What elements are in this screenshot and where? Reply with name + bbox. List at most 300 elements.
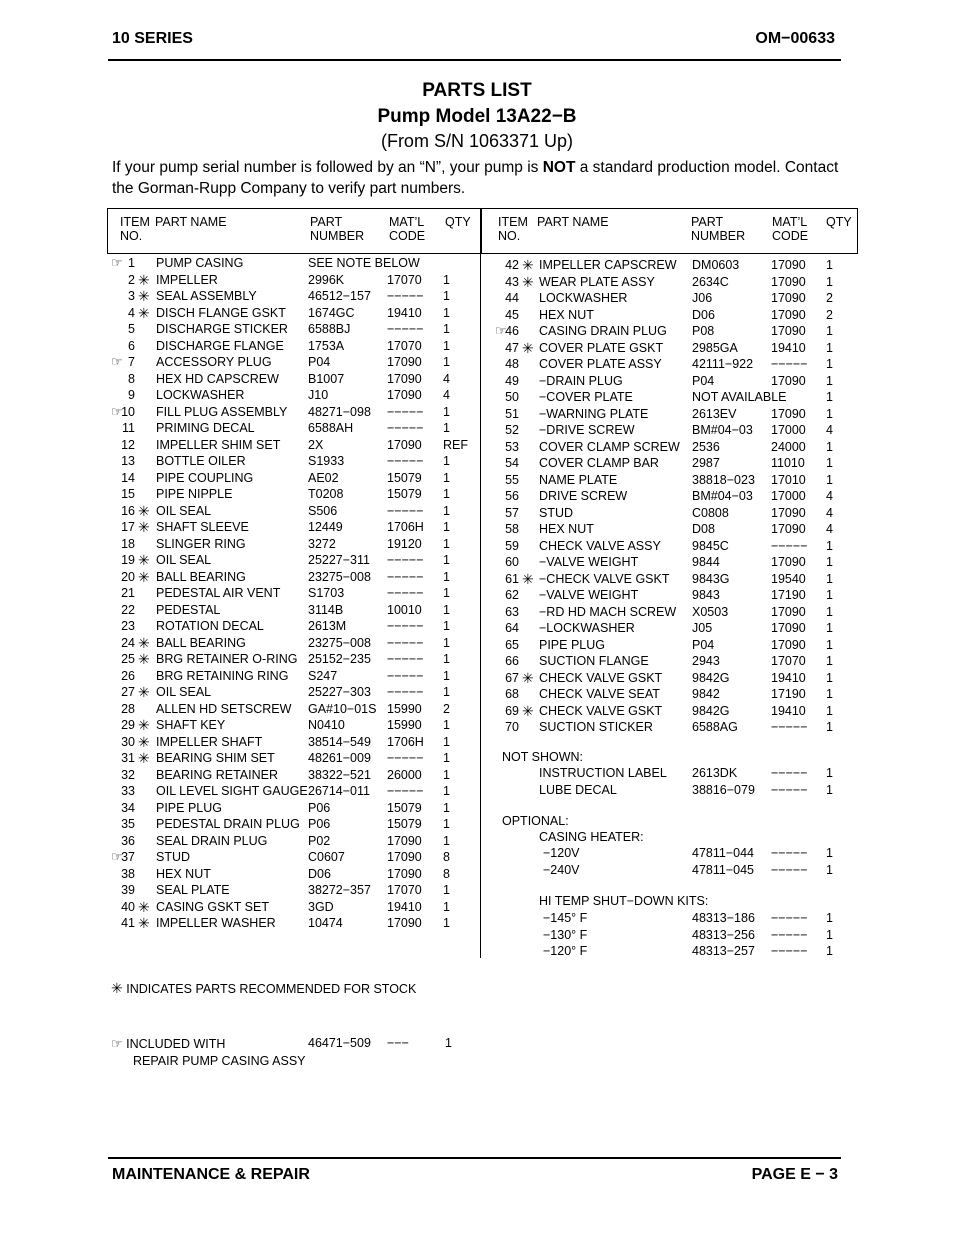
part-number: 2985GA bbox=[692, 340, 738, 355]
matl-code: −−−−− bbox=[387, 404, 424, 419]
item-number: 51 bbox=[505, 406, 519, 421]
list-item bbox=[0, 862, 954, 879]
col-item: ITEM NO. bbox=[498, 215, 528, 243]
part-number: D06 bbox=[692, 307, 715, 322]
stock-star-icon: ✳ bbox=[522, 570, 534, 587]
matl-code: 17090 bbox=[771, 274, 806, 289]
part-name: WEAR PLATE ASSY bbox=[539, 274, 655, 289]
table-row bbox=[0, 634, 954, 654]
matl-code: −−−−− bbox=[771, 357, 808, 371]
part-number: 2613EV bbox=[692, 406, 737, 421]
part-number: 25227−303 bbox=[308, 685, 371, 699]
item-number: 37 bbox=[121, 850, 135, 864]
item-number: 42 bbox=[505, 258, 519, 272]
list-item bbox=[0, 910, 954, 927]
item-number: 41 bbox=[121, 916, 135, 930]
part-number: 9844 bbox=[692, 555, 720, 569]
hi-temp-kits-list bbox=[0, 910, 954, 960]
part-name: CHECK VALVE GSKT bbox=[539, 670, 663, 685]
item-number: 38 bbox=[121, 866, 135, 881]
part-name: LOCKWASHER bbox=[539, 291, 628, 305]
page-title: PARTS LIST bbox=[422, 80, 532, 101]
part-number: 3272 bbox=[308, 536, 336, 551]
qty: 1 bbox=[443, 916, 450, 930]
stock-star-icon: ✳ bbox=[138, 750, 150, 766]
matl-code: 17190 bbox=[771, 687, 806, 701]
qty: 1 bbox=[443, 734, 450, 749]
part-number: C0808 bbox=[692, 505, 729, 520]
item-number: 7 bbox=[128, 355, 135, 369]
item-number: 20 bbox=[121, 569, 135, 584]
part-name: PIPE NIPPLE bbox=[156, 487, 233, 501]
qty: 1 bbox=[826, 944, 833, 958]
table-row bbox=[0, 568, 954, 588]
matl-code: 17090 bbox=[771, 522, 806, 536]
table-row bbox=[0, 816, 480, 833]
stock-star-icon: ✳ bbox=[138, 717, 150, 733]
matl-code: 15079 bbox=[387, 817, 422, 831]
col-part-number: PART NUMBER bbox=[691, 215, 746, 243]
part-name: −120V bbox=[543, 846, 580, 860]
part-name: −LOCKWASHER bbox=[539, 621, 635, 635]
item-number: 64 bbox=[505, 621, 519, 635]
table-row bbox=[0, 340, 954, 357]
qty: 1 bbox=[443, 487, 450, 501]
qty: 1 bbox=[443, 817, 450, 831]
part-number: P08 bbox=[692, 324, 715, 338]
qty: 1 bbox=[443, 503, 450, 518]
pointing-hand-icon: ☞ bbox=[111, 403, 123, 419]
part-number: 26714−011 bbox=[308, 784, 370, 798]
item-number: 46 bbox=[505, 324, 519, 338]
part-name: LUBE DECAL bbox=[539, 782, 617, 797]
matl-code: −−−−− bbox=[387, 569, 424, 584]
part-number: 9842G bbox=[692, 670, 730, 685]
part-name: CHECK VALVE SEAT bbox=[539, 687, 660, 701]
part-number: J06 bbox=[692, 291, 713, 305]
list-item bbox=[0, 845, 954, 862]
qty: 1 bbox=[826, 621, 833, 635]
part-name: STUD bbox=[156, 850, 191, 864]
matl-code: 10010 bbox=[387, 602, 422, 617]
matl-code: 17090 bbox=[771, 291, 806, 305]
item-number: 54 bbox=[505, 456, 519, 470]
part-number: 48271−098 bbox=[308, 404, 371, 419]
matl-code: 17070 bbox=[387, 883, 422, 897]
matl-code: −−−−− bbox=[387, 553, 424, 567]
qty: 1 bbox=[443, 767, 450, 782]
matl-code: 1706H bbox=[387, 734, 424, 749]
part-name: IMPELLER bbox=[156, 272, 218, 287]
optional-heading: OPTIONAL: bbox=[502, 814, 569, 828]
part-number: P02 bbox=[308, 833, 331, 848]
qty: 1 bbox=[443, 833, 450, 848]
left-table-header bbox=[107, 208, 482, 254]
item-number: 65 bbox=[505, 637, 519, 652]
part-name: DISCH FLANGE GSKT bbox=[156, 305, 286, 320]
item-number: 9 bbox=[128, 388, 135, 402]
matl-code: −−−−− bbox=[771, 720, 808, 734]
col-part-name: PART NAME bbox=[155, 215, 227, 229]
part-name: BEARING SHIM SET bbox=[156, 751, 275, 765]
part-number: 1753A bbox=[308, 338, 345, 353]
item-number: 45 bbox=[505, 307, 519, 322]
part-name: PRIMING DECAL bbox=[156, 421, 255, 435]
item-number: 27 bbox=[121, 685, 135, 699]
qty: 1 bbox=[826, 911, 833, 925]
part-number: 2943 bbox=[692, 654, 720, 668]
matl-code: 17090 bbox=[771, 324, 806, 338]
stock-star-icon: ✳ bbox=[522, 702, 534, 719]
part-number: 23275−008 bbox=[308, 635, 371, 650]
qty: 1 bbox=[443, 685, 450, 699]
part-name: −RD HD MACH SCREW bbox=[539, 604, 677, 619]
item-number: 36 bbox=[121, 833, 135, 848]
part-number: 48313−256 bbox=[692, 927, 755, 942]
stock-star-icon: ✳ bbox=[111, 980, 123, 996]
qty: 1 bbox=[826, 654, 833, 668]
pointing-hand-icon: ☞ bbox=[111, 255, 123, 270]
matl-code: −−−−− bbox=[771, 862, 808, 877]
table-row bbox=[0, 439, 954, 456]
qty: 1 bbox=[826, 862, 833, 877]
part-number: N0410 bbox=[308, 718, 345, 732]
stock-star-icon: ✳ bbox=[138, 288, 150, 304]
col-matl-code: MAT’L CODE bbox=[772, 215, 809, 243]
qty: 1 bbox=[826, 571, 833, 586]
part-number: P04 bbox=[308, 355, 331, 369]
part-name: −VALVE WEIGHT bbox=[539, 555, 639, 569]
matl-code: −−−−− bbox=[771, 782, 808, 797]
part-name: −DRIVE SCREW bbox=[539, 423, 635, 437]
item-number: 16 bbox=[121, 503, 135, 518]
part-name: IMPELLER CAPSCREW bbox=[539, 258, 677, 272]
part-name: −130° F bbox=[543, 927, 588, 942]
qty: 1 bbox=[443, 899, 450, 914]
qty: 1 bbox=[443, 520, 450, 534]
qty: 2 bbox=[826, 291, 833, 305]
col-item: ITEM NO. bbox=[120, 215, 150, 243]
stock-star-icon: ✳ bbox=[138, 733, 150, 750]
matl-code: 11010 bbox=[771, 456, 805, 470]
item-number: 24 bbox=[121, 635, 135, 650]
table-row bbox=[0, 356, 954, 373]
part-name: −145° F bbox=[543, 911, 588, 925]
table-row bbox=[0, 800, 480, 817]
part-name: −DRAIN PLUG bbox=[539, 373, 623, 388]
part-name: SHAFT KEY bbox=[156, 718, 226, 732]
matl-code: −−−−− bbox=[387, 421, 424, 435]
qty: 4 bbox=[826, 522, 833, 536]
item-number: 56 bbox=[505, 489, 519, 503]
qty: 1 bbox=[826, 472, 833, 487]
item-number: 34 bbox=[121, 800, 135, 815]
table-row bbox=[0, 620, 954, 637]
part-number: 48313−186 bbox=[692, 911, 755, 925]
item-number: 58 bbox=[505, 522, 519, 536]
matl-code: 17090 bbox=[771, 621, 806, 635]
col-qty: QTY bbox=[826, 215, 852, 229]
matl-code: −−−−− bbox=[771, 538, 808, 553]
qty: 1 bbox=[826, 538, 833, 553]
qty: 1 bbox=[826, 766, 833, 780]
part-number: T0208 bbox=[308, 487, 344, 501]
item-number: 52 bbox=[505, 423, 519, 437]
part-number: 3GD bbox=[308, 899, 334, 914]
part-number: J05 bbox=[692, 621, 713, 635]
part-name: STUD bbox=[539, 505, 574, 520]
qty: 1 bbox=[826, 782, 833, 797]
qty: 1 bbox=[443, 586, 450, 600]
item-number: 47 bbox=[505, 340, 519, 355]
part-number: D08 bbox=[692, 522, 715, 536]
part-name: HEX NUT bbox=[156, 866, 211, 881]
item-number: 44 bbox=[505, 291, 519, 305]
item-number: 43 bbox=[505, 274, 519, 289]
qty: 1 bbox=[826, 456, 833, 470]
part-number: NOT AVAILABLE bbox=[692, 390, 787, 404]
item-number: 62 bbox=[505, 588, 519, 602]
part-name: SUCTION STICKER bbox=[539, 720, 653, 734]
matl-code: 19120 bbox=[387, 536, 422, 551]
matl-code: 17090 bbox=[771, 505, 806, 520]
matl-code: 15079 bbox=[387, 470, 422, 485]
part-number: J10 bbox=[308, 388, 329, 402]
part-number: S506 bbox=[308, 503, 338, 518]
item-number: 67 bbox=[505, 670, 519, 685]
qty: 1 bbox=[443, 652, 450, 666]
matl-code: −−−−− bbox=[387, 289, 424, 303]
part-number: C0607 bbox=[308, 850, 345, 864]
doc-number: OM−00633 bbox=[755, 30, 835, 47]
qty: 8 bbox=[443, 850, 450, 864]
part-name: −CHECK VALVE GSKT bbox=[539, 571, 670, 586]
part-name: LOCKWASHER bbox=[156, 388, 245, 402]
part-number: 9842G bbox=[692, 703, 730, 718]
table-row bbox=[0, 719, 954, 736]
part-name: ROTATION DECAL bbox=[156, 619, 264, 633]
col-part-name: PART NAME bbox=[537, 215, 609, 229]
part-number: 12449 bbox=[308, 520, 343, 534]
part-number: S1933 bbox=[308, 454, 345, 468]
part-number: 2X bbox=[308, 437, 324, 452]
matl-code: 24000 bbox=[771, 439, 806, 454]
part-name: SEAL PLATE bbox=[156, 883, 230, 897]
part-number: 2634C bbox=[692, 274, 729, 289]
qty: 1 bbox=[443, 668, 450, 683]
casing-heater-label: CASING HEATER: bbox=[539, 830, 644, 844]
part-name: HEX NUT bbox=[539, 307, 594, 322]
qty: 1 bbox=[443, 289, 450, 303]
qty: 1 bbox=[443, 751, 450, 765]
stock-star-icon: ✳ bbox=[138, 552, 150, 568]
qty: 1 bbox=[826, 324, 833, 338]
qty: 1 bbox=[443, 404, 450, 419]
col-part-number: PART NUMBER bbox=[310, 215, 365, 243]
table-row bbox=[0, 686, 954, 703]
item-number: 70 bbox=[505, 720, 519, 734]
table-row bbox=[0, 587, 954, 604]
matl-code: 19410 bbox=[771, 703, 806, 718]
part-name: −COVER PLATE bbox=[539, 390, 633, 404]
qty: 1 bbox=[443, 718, 450, 732]
part-number: DM0603 bbox=[692, 258, 740, 272]
item-number: 14 bbox=[121, 470, 135, 485]
item-number: 33 bbox=[121, 784, 135, 798]
qty: 1 bbox=[443, 635, 450, 650]
matl-code: 17010 bbox=[771, 472, 806, 487]
item-number: 2 bbox=[128, 272, 135, 287]
part-name: BRG RETAINING RING bbox=[156, 668, 289, 683]
matl-code: −−−−− bbox=[771, 766, 808, 780]
part-name: NAME PLATE bbox=[539, 472, 618, 487]
part-number: 2613M bbox=[308, 619, 347, 633]
not-shown-list bbox=[0, 765, 954, 798]
part-name: −120° F bbox=[543, 944, 588, 958]
part-name: PEDESTAL bbox=[156, 602, 221, 617]
qty: 1 bbox=[443, 305, 450, 320]
part-name: INSTRUCTION LABEL bbox=[539, 766, 667, 780]
qty: 1 bbox=[826, 555, 833, 569]
part-number: 46512−157 bbox=[308, 289, 371, 303]
qty: 8 bbox=[443, 866, 450, 881]
stock-star-icon: ✳ bbox=[522, 257, 534, 273]
part-name: BEARING RETAINER bbox=[156, 767, 279, 782]
table-row bbox=[0, 604, 954, 621]
table-row bbox=[0, 455, 954, 472]
qty: 4 bbox=[443, 388, 450, 402]
part-name: CASING GSKT SET bbox=[156, 899, 269, 914]
intro-paragraph: If your pump serial number is followed by an “N”, your pump is NOT a standard production model. Contact the Gorman-Rupp Company to verify part numbers. bbox=[112, 159, 839, 197]
qty: 1 bbox=[826, 406, 833, 421]
not-shown-heading: NOT SHOWN: bbox=[502, 750, 584, 764]
part-number: 38816−079 bbox=[692, 782, 755, 797]
part-number: S1703 bbox=[308, 586, 345, 600]
page-number: PAGE E − 3 bbox=[751, 1166, 838, 1183]
matl-code: 17090 bbox=[771, 406, 806, 421]
stock-star-icon: ✳ bbox=[138, 651, 150, 667]
pointing-hand-icon: ☞ bbox=[495, 323, 507, 338]
part-number: 48313−257 bbox=[692, 944, 755, 958]
item-number: 57 bbox=[505, 505, 519, 520]
part-name: PIPE PLUG bbox=[156, 800, 222, 815]
part-name: DRIVE SCREW bbox=[539, 489, 628, 503]
part-number: P04 bbox=[692, 637, 715, 652]
part-name: COVER CLAMP BAR bbox=[539, 456, 659, 470]
part-name: DISCHARGE FLANGE bbox=[156, 338, 284, 353]
matl-code: −−−−− bbox=[771, 911, 808, 925]
item-number: 48 bbox=[505, 357, 519, 371]
item-number: 13 bbox=[121, 454, 135, 468]
table-row bbox=[0, 882, 480, 899]
item-number: 6 bbox=[128, 338, 135, 353]
part-name: DISCHARGE STICKER bbox=[156, 322, 288, 336]
part-number: 47811−044 bbox=[692, 846, 754, 860]
part-number: BM#04−03 bbox=[692, 423, 753, 437]
part-number: 38514−549 bbox=[308, 734, 371, 749]
matl-code: 26000 bbox=[387, 767, 422, 782]
matl-code: 17070 bbox=[387, 338, 422, 353]
matl-code: −−−−− bbox=[771, 846, 808, 860]
matl-code: −−−−− bbox=[387, 652, 424, 666]
pump-model-title: Pump Model 13A22−B bbox=[377, 106, 577, 127]
part-name: BALL BEARING bbox=[156, 635, 246, 650]
part-name: COVER PLATE GSKT bbox=[539, 340, 664, 355]
stock-star-icon: ✳ bbox=[138, 519, 150, 535]
part-name: ALLEN HD SETSCREW bbox=[156, 701, 292, 716]
part-number: 42111−922 bbox=[692, 357, 754, 371]
item-number: 39 bbox=[121, 883, 135, 897]
stock-star-icon: ✳ bbox=[138, 915, 150, 931]
qty: 1 bbox=[443, 800, 450, 815]
part-name: SUCTION FLANGE bbox=[539, 654, 649, 668]
item-number: 53 bbox=[505, 439, 519, 454]
table-row bbox=[0, 403, 954, 423]
section-name: MAINTENANCE & REPAIR bbox=[112, 1166, 310, 1183]
matl-code: −−−−− bbox=[387, 784, 424, 798]
stock-star-icon: ✳ bbox=[138, 684, 150, 700]
item-number: 28 bbox=[121, 701, 135, 716]
part-number: 25152−235 bbox=[308, 652, 371, 666]
right-table-header bbox=[480, 208, 858, 254]
pointing-hand-icon: ☞ bbox=[111, 849, 123, 864]
part-name: −WARNING PLATE bbox=[539, 406, 649, 421]
part-number: P04 bbox=[692, 373, 715, 388]
part-number: 10474 bbox=[308, 916, 343, 930]
part-name: PIPE PLUG bbox=[539, 637, 605, 652]
stock-star-icon: ✳ bbox=[138, 271, 150, 288]
part-number: 9843G bbox=[692, 571, 730, 586]
part-number: 48261−009 bbox=[308, 751, 371, 765]
part-name: ACCESSORY PLUG bbox=[156, 355, 272, 369]
part-number: 6588BJ bbox=[308, 322, 351, 336]
part-number: 47811−045 bbox=[692, 862, 754, 877]
qty: 1 bbox=[826, 687, 833, 701]
qty: 1 bbox=[443, 553, 450, 567]
item-number: 11 bbox=[122, 421, 135, 435]
matl-code: 15990 bbox=[387, 718, 422, 732]
item-number: 26 bbox=[121, 668, 135, 683]
matl-code: 17090 bbox=[387, 388, 422, 402]
part-number: BM#04−03 bbox=[692, 489, 753, 503]
part-name: PEDESTAL DRAIN PLUG bbox=[156, 817, 300, 831]
matl-code: 17090 bbox=[387, 833, 422, 848]
item-number: 63 bbox=[505, 604, 519, 619]
item-number: 59 bbox=[505, 538, 519, 553]
item-number: 25 bbox=[121, 652, 135, 666]
part-name: PIPE COUPLING bbox=[156, 470, 254, 485]
included-part-number: 46471−509 bbox=[308, 1036, 371, 1050]
part-name: COVER PLATE ASSY bbox=[539, 357, 662, 371]
stock-star-icon: ✳ bbox=[138, 634, 150, 651]
part-number: 1674GC bbox=[308, 305, 355, 320]
item-number: 5 bbox=[128, 322, 135, 336]
item-number: 4 bbox=[128, 305, 135, 320]
part-name: BRG RETAINER O-RING bbox=[156, 652, 298, 666]
matl-code: −−−−− bbox=[387, 322, 424, 336]
table-row bbox=[0, 422, 954, 439]
matl-code: 17090 bbox=[387, 355, 422, 369]
matl-code: −−−−− bbox=[771, 927, 808, 942]
hi-temp-kits-label: HI TEMP SHUT−DOWN KITS: bbox=[539, 894, 709, 908]
table-row bbox=[0, 271, 954, 291]
part-name: PUMP CASING bbox=[156, 256, 244, 270]
included-qty: 1 bbox=[445, 1036, 452, 1050]
item-number: 21 bbox=[121, 586, 135, 600]
item-number: 22 bbox=[121, 602, 135, 617]
matl-code: 17070 bbox=[771, 654, 806, 668]
matl-code: 19410 bbox=[771, 340, 806, 355]
